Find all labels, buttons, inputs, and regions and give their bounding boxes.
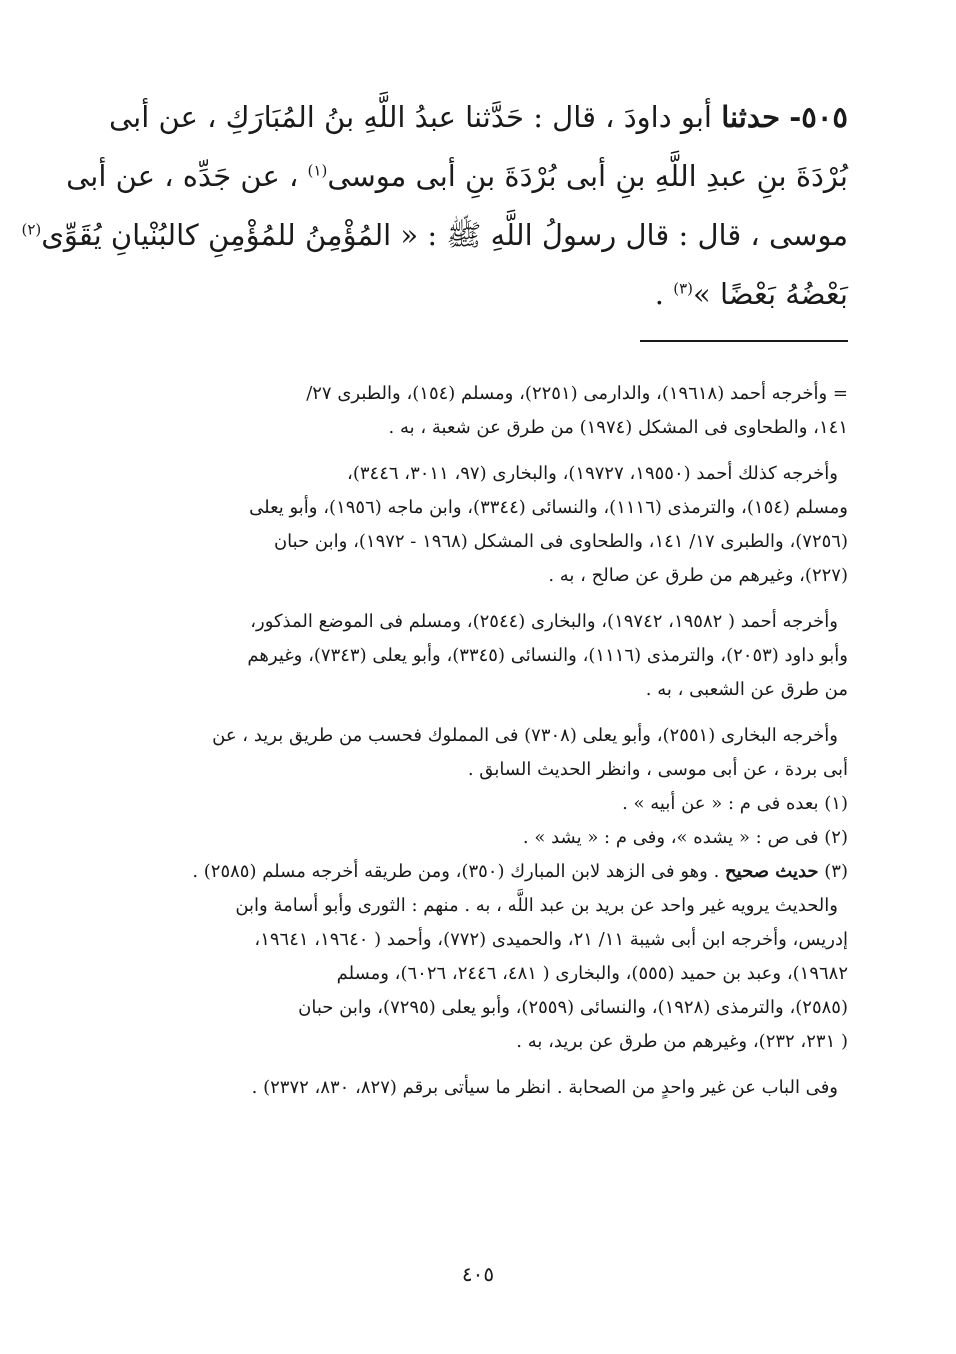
hadith-line-3-text: موسى ، قال : قال رسولُ اللَّهِ ﷺ : « المُؤْمِنُ للمُؤْمِنِ كالبُنْيانِ يُقَوِّى bbox=[41, 218, 848, 252]
footnote-ref-1: (١) bbox=[307, 161, 328, 180]
hadith-intro-word: حدثنا bbox=[721, 100, 780, 134]
footnote-line: إدريس، وأخرجه ابن أبى شيبة ١١/ ٢١، والحميدى (٧٧٢)، وأحمد ( ١٩٦٤٠، ١٩٦٤١، bbox=[254, 929, 848, 950]
hadith-line-2a-text: بُرْدَةَ بنِ عبدِ اللَّهِ بنِ أبى بُرْدَةَ بنِ أبى موسى bbox=[327, 159, 848, 193]
footnote-3 bbox=[108, 855, 848, 889]
footnote-line: ١٤١، والطحاوى فى المشكل (١٩٧٤) من طرق عن شعبة ، به . bbox=[388, 417, 848, 438]
footnote-ref-3: (٣) bbox=[673, 279, 694, 298]
footnote-line: وأخرجه أحمد ( ١٩٥٨٢، ١٩٧٤٢)، والبخارى (٢٥٤٤)، ومسلم فى الموضع المذكور، bbox=[250, 611, 838, 632]
footnote-line: من طرق عن الشعبى ، به . bbox=[645, 679, 848, 700]
hadith-line-1 bbox=[108, 88, 848, 147]
footnote-3-text: . وهو فى الزهد لابن المبارك (٣٥٠)، ومن طريقه أخرجه مسلم (٢٥٨٥) . bbox=[192, 861, 720, 882]
footnote-3-marker: (٣) bbox=[824, 861, 848, 882]
hadith-text bbox=[21, 88, 848, 324]
footnote-line: (٢٥٨٥)، والترمذى (١٩٢٨)، والنسائى (٢٥٥٩)، وأبو يعلى (٧٢٩٥)، وابن حبان bbox=[298, 997, 848, 1018]
footnote-line: (٧٢٥٦)، والطبرى ١٧/ ١٤١، والطحاوى فى المشكل (١٩٦٨ - ١٩٧٢)، وابن حبان bbox=[273, 531, 848, 552]
footnote-line: وفى الباب عن غير واحدٍ من الصحابة . انظر ما سيأتى برقم (٨٢٧، ٨٣٠، ٢٣٧٢) . bbox=[251, 1077, 838, 1098]
footnote-line: أبى بردة ، عن أبى موسى ، وانظر الحديث السابق . bbox=[467, 759, 848, 780]
footnote-line: وأبو داود (٢٠٥٣)، والترمذى (١١١٦)، والنسائى (٣٣٤٥)، وأبو يعلى (٧٣٤٣)، وغيرهم bbox=[247, 645, 848, 666]
footnote-1: (١) بعده فى م : « عن أبيه » . bbox=[622, 793, 848, 814]
hadith-line-3 bbox=[21, 206, 848, 265]
hadith-number: ٥٠٥- bbox=[789, 100, 848, 134]
footnote-ref-2: (٢) bbox=[21, 220, 42, 239]
footnote-line: ومسلم (١٥٤)، والترمذى (١١١٦)، والنسائى (٣٣٤٤)، وابن ماجه (١٩٥٦)، وأبو يعلى bbox=[249, 497, 848, 518]
footnote-line: والحديث يرويه غير واحد عن بريد بن عبد اللَّه ، به . منهم : الثورى وأبو أسامة وابن bbox=[235, 895, 838, 916]
hadith-line-4-end: . bbox=[654, 277, 665, 311]
hadith-line-2 bbox=[66, 147, 848, 206]
footnote-3-grade: حديث صحيح bbox=[725, 861, 819, 882]
footnotes-block bbox=[108, 377, 848, 1105]
footnote-divider bbox=[640, 340, 848, 342]
footnote-line: وأخرجه البخارى (٢٥٥١)، وأبو يعلى (٧٣٠٨) فى المملوك فحسب من طريق بريد ، عن bbox=[212, 725, 838, 746]
hadith-line-4 bbox=[108, 265, 848, 324]
hadith-line-1-text: أبو داودَ ، قال : حَدَّثنا عبدُ اللَّهِ بنُ المُبَارَكِ ، عن أبى bbox=[108, 100, 712, 134]
page-number: ٤٠٥ bbox=[461, 1262, 495, 1286]
footnote-line: وأخرجه كذلك أحمد (١٩٥٥٠، ١٩٧٢٧)، والبخارى (٩٧، ٣٠١١، ٣٤٤٦)، bbox=[347, 463, 838, 484]
footnote-line: = وأخرجه أحمد (١٩٦١٨)، والدارمى (٢٢٥١)، ومسلم (١٥٤)، والطبرى ٢٧/ bbox=[306, 383, 848, 404]
footnote-line: (٢٢٧)، وغيرهم من طرق عن صالح ، به . bbox=[548, 565, 848, 586]
footnote-2: (٢) فى ص : « يشده »، وفى م : « يشد » . bbox=[522, 827, 848, 848]
footnote-line: ١٩٦٨٢)، وعبد بن حميد (٥٥٥)، والبخارى ( ٤٨١، ٢٤٤٦، ٦٠٢٦)، ومسلم bbox=[336, 963, 848, 984]
hadith-line-2b-text: ، عن جَدِّه ، عن أبى bbox=[66, 159, 299, 193]
footnote-line: ( ٢٣١، ٢٣٢)، وغيرهم من طرق عن بريد، به . bbox=[516, 1031, 848, 1052]
hadith-line-4-text: بَعْضُهُ بَعْضًا » bbox=[693, 277, 848, 311]
